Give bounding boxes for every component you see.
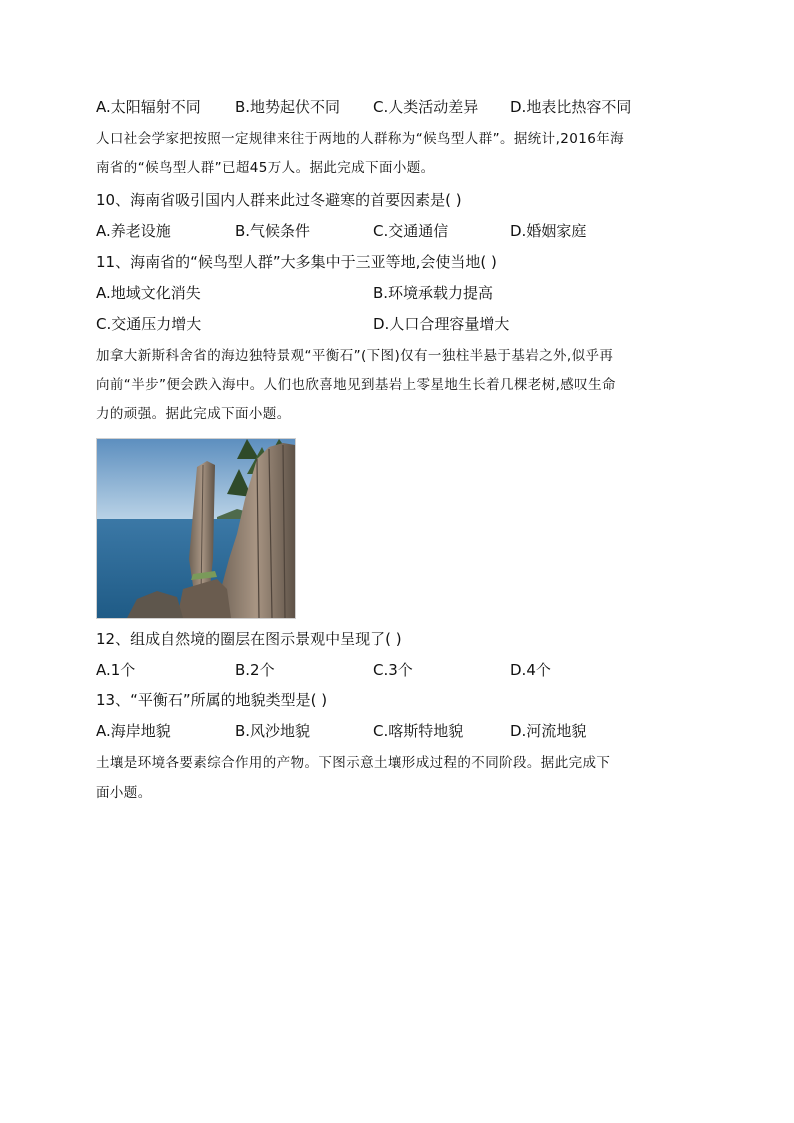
passage1-line2: 南省的“候鸟型人群”已超45万人。据此完成下面小题。 [96,160,435,176]
passage3-line2: 面小题。 [96,785,152,801]
q10-options [96,221,706,243]
passage1-line1: 人口社会学家把按照一定规律来往于两地的人群称为“候鸟型人群”。据统计,2016年海 [96,131,625,147]
q11-option-d[interactable]: D.人口合理容量增大 [373,315,510,333]
q13-option-b[interactable]: B.风沙地貌 [235,722,311,740]
q9-option-a[interactable]: A.太阳辐射不同 [96,98,201,116]
q11-option-a[interactable]: A.地域文化消失 [96,284,201,302]
passage3-line1: 土壤是环境各要素综合作用的产物。下图示意土壤形成过程的不同阶段。据此完成下 [96,755,611,771]
q12-stem: 12、组成自然境的圈层在图示景观中呈现了( ) [96,630,402,648]
q13-stem: 13、“平衡石”所属的地貌类型是( ) [96,691,328,709]
balancing-rock-illustration [97,439,295,618]
q13-option-c[interactable]: C.喀斯特地貌 [373,722,464,740]
q12-option-b[interactable]: B.2个 [235,661,275,679]
q9-options [96,97,706,119]
q10-option-b[interactable]: B.气候条件 [235,222,311,240]
q11-stem: 11、海南省的“候鸟型人群”大多集中于三亚等地,会使当地( ) [96,253,497,271]
balancing-rock-photo [96,438,296,619]
q13-option-a[interactable]: A.海岸地貌 [96,722,171,740]
passage2-line3: 力的顽强。据此完成下面小题。 [96,406,291,422]
q10-stem: 10、海南省吸引国内人群来此过冬避寒的首要因素是( ) [96,191,462,209]
q13-options [96,721,706,743]
q10-option-a[interactable]: A.养老设施 [96,222,171,240]
q12-options [96,660,706,682]
q10-option-d[interactable]: D.婚姻家庭 [510,222,587,240]
q12-option-c[interactable]: C.3个 [373,661,413,679]
q9-option-c[interactable]: C.人类活动差异 [373,98,479,116]
passage2-line1: 加拿大新斯科舍省的海边独特景观“平衡石”(下图)仅有一独柱半悬于基岩之外,似乎再 [96,348,614,364]
q10-option-c[interactable]: C.交通通信 [373,222,449,240]
q11-option-c[interactable]: C.交通压力增大 [96,315,202,333]
q11-options-row1 [96,283,706,305]
q9-option-b[interactable]: B.地势起伏不同 [235,98,341,116]
q13-option-d[interactable]: D.河流地貌 [510,722,587,740]
q9-option-d[interactable]: D.地表比热容不同 [510,98,632,116]
q12-option-a[interactable]: A.1个 [96,661,136,679]
q11-option-b[interactable]: B.环境承载力提高 [373,284,494,302]
passage2-line2: 向前“半步”便会跌入海中。人们也欣喜地见到基岩上零星地生长着几棵老树,感叹生命 [96,377,616,393]
q12-option-d[interactable]: D.4个 [510,661,551,679]
q11-options-row2 [96,314,706,336]
